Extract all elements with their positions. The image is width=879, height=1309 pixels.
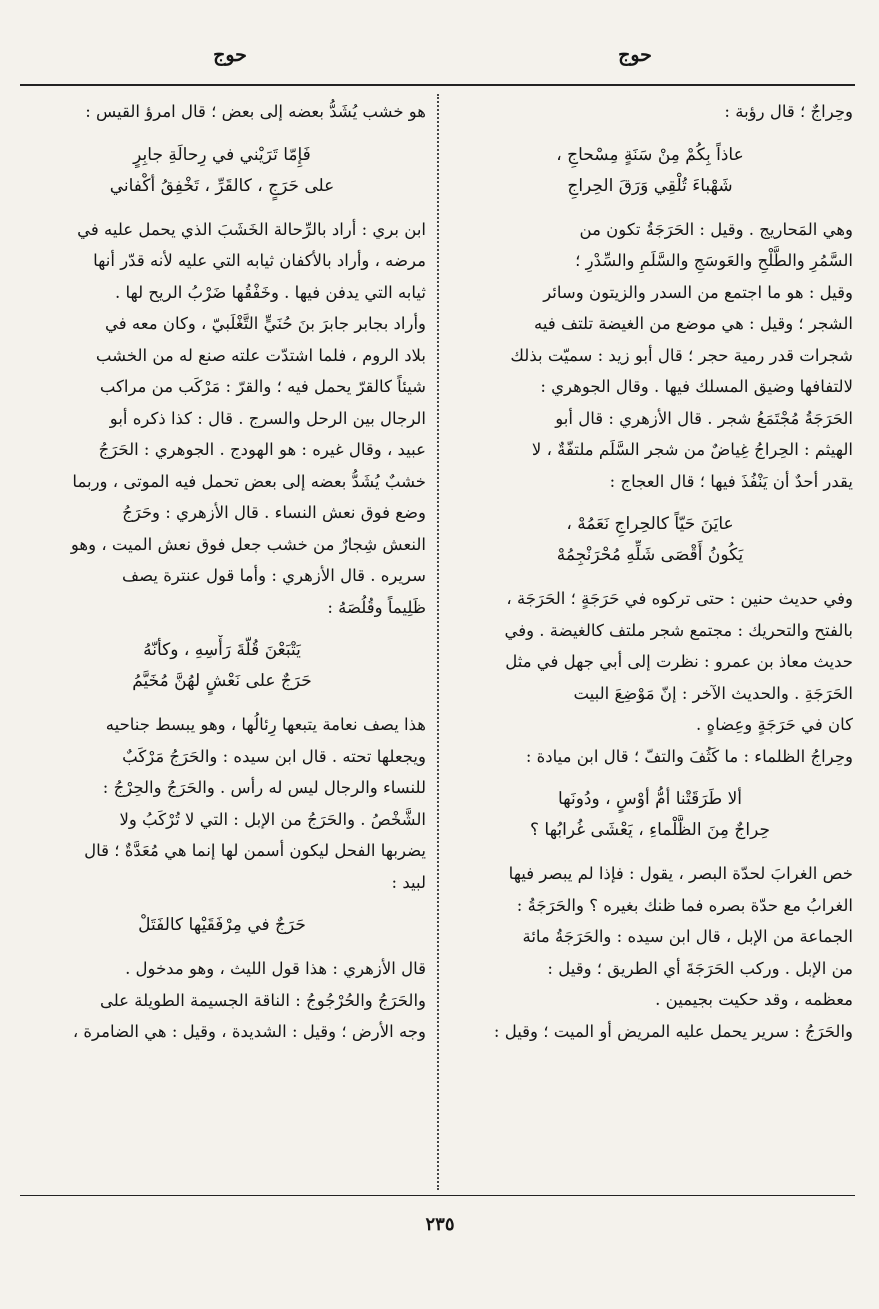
text-line: الحَرَجَةِ . والحديث الآخر : إنّ مَوْضِعَ البيت — [573, 683, 853, 703]
verse-line: يَكُونُ أَقْصَى شَلِّهِ مُحْرَنْجِمُهْ — [556, 545, 744, 565]
headword-left: حوج — [213, 44, 247, 66]
spacer — [18, 941, 426, 953]
text-line: ظَلِيماً وقُلُصَهُ : — [327, 597, 426, 617]
page-number: ٢٣٥ — [425, 1214, 455, 1235]
text-line: وهي المَحاريج . وقيل : الحَرَجَةُ تكون من — [579, 219, 853, 239]
verse-line: عاذاً بِكُمْ مِنْ سَنَةٍ مِسْحاجِ ، — [556, 144, 744, 165]
text-line: وحِراجٌ ؛ قال رؤبة : — [724, 102, 853, 121]
text-line: مرضه ، وأراد بالأكفان ثيابه التي عليه لأنه قدّر أنها — [93, 251, 426, 270]
text-line: الحَرَجَةُ مُجْتَمَعُ شجر . قال الأزهري : قال أبو — [555, 408, 853, 428]
column-divider — [437, 94, 439, 1190]
header-rule — [20, 84, 855, 86]
spacer — [447, 846, 853, 858]
right-column — [447, 96, 853, 1191]
spacer — [447, 571, 853, 583]
verse-line: فَإِمّا تَرَيْني في رِحالَةِ جابِرٍ — [133, 144, 311, 165]
text-line: وحِراجُ الظلماء : ما كَثُفَ والتفّ ؛ قال ابن ميادة : — [525, 746, 853, 766]
text-line: الشَّخْصُ . والحَرَجُ من الإبل : التي لا تُرْكَبُ ولا — [119, 809, 426, 829]
text-line: الرجال بين الرحل والسرج . قال : كذا ذكره أبو — [109, 408, 426, 428]
text-line: حديث معاذ بن عمرو : نظرت إلى أبي جهل في مثل — [505, 652, 853, 671]
spacer — [18, 898, 426, 910]
verse-line: حَرَجٌ في مِرْفَقَيْها كالفَتَلْ — [138, 915, 306, 935]
spacer — [447, 202, 853, 214]
text-line: وضع فوق نعش النساء . قال الأزهري : وحَرَجُ — [122, 503, 426, 522]
verse-line: عايَنَ حَيّاً كالحِراجِ نَعَمُهْ ، — [566, 514, 734, 534]
text-line: من الإبل . وركب الحَرَجَةَ أي الطريق ؛ وقيل : — [547, 958, 853, 978]
text-line: وفي حديث حنين : حتى تركوه في حَرَجَةٍ ؛ الحَرَجَة ، — [506, 589, 853, 608]
text-line: الغرابُ مع حدّة بصره فما ظنك بغيره ؟ والحَرَجَةُ : — [516, 895, 853, 915]
text-line: ثيابه التي يدفن فيها . وخَفْقُها ضَرْبُ الريح لها . — [114, 282, 426, 302]
text-line: الجماعة من الإبل ، قال ابن سيده : والحَرَجَةُ مائة — [522, 927, 853, 946]
verse-line: ألا طَرَقَتْنا أمُّ أوْسٍ ، ودُونَها — [557, 789, 743, 809]
text-line: للنساء والرجال ليس له رأس . والحَرَجُ والحِرْجُ : — [102, 778, 426, 797]
text-line: يقدر أحدٌ أن يَنْفُذَ فيها ؛ قال العجاج : — [609, 471, 853, 491]
text-line: لبيد : — [391, 872, 426, 892]
spacer — [447, 497, 853, 509]
spacer — [18, 623, 426, 635]
spacer — [18, 202, 426, 214]
text-line: لالتفافها وضيق المسلك فيها . وقال الجوهري : — [540, 377, 853, 396]
text-line: ابن بري : أراد بالرِّحالة الخَشَبَ الذي يحمل عليه في — [77, 219, 426, 239]
footer-rule — [20, 1195, 855, 1196]
headword-right: حوج — [618, 44, 652, 66]
spacer — [18, 128, 426, 140]
text-line: الشجر ؛ وقيل : هي موضع من الغيضة تلتف فيه — [534, 314, 853, 333]
spacer — [18, 697, 426, 709]
text-line: ويجعلها تحته . قال ابن سيده : والحَرَجُ مَرْكَبٌ — [122, 746, 426, 766]
text-line: والحَرَجُ والحُرْجُوجُ : الناقة الجسيمة الطويلة على — [99, 990, 426, 1010]
verse-line: حِراجٌ مِنَ الظَّلْماءِ ، يَعْشَى غُرابُها ؟ — [529, 820, 771, 840]
spacer — [447, 772, 853, 784]
text-line: شيئاً كالقرّ يحمل فيه ؛ والقرّ : مَرْكَب من مراكب — [99, 377, 426, 396]
text-line: وأراد بجابر جابرَ بنَ حُنَيٍّ التَّغْلَبيّ ، وكان معه في — [105, 314, 426, 333]
text-line: قال الأزهري : هذا قول الليث ، وهو مدخول . — [125, 959, 426, 978]
verse-line: يَتْبَعْنَ قُلّةَ رَأْسِهِ ، وكأنّهُ — [143, 640, 301, 660]
verse-line: حَرَجٌ على نَعْشٍ لهُنَّ مُخَيَّمُ — [132, 671, 312, 691]
text-line: الهيثم : الحِراجُ غِياضٌ من شجر السَّلَم ملتفّةٌ ، لا — [531, 440, 853, 459]
text-line: وقيل : هو ما اجتمع من السدر والزيتون وسائر — [543, 282, 853, 302]
text-line: معظمه ، وقد حكيت بجيمين . — [655, 990, 853, 1009]
text-line: هذا يصف نعامة يتبعها رِئالُها ، وهو يبسط جناحيه — [105, 715, 426, 734]
left-column — [18, 96, 426, 1191]
text-line: سريره . قال الأزهري : وأما قول عنترة يصف — [122, 566, 426, 585]
text-line: وجه الأرض ؛ وقيل : الشديدة ، وقيل : هي الضامرة ، — [72, 1022, 426, 1041]
verse-line: شَهْباءَ تُلْقِي وَرَقَ الحِراجِ — [567, 175, 733, 196]
text-line: النعش شِجارٌ من خشب جعل فوق نعش الميت ، وهو — [70, 534, 426, 554]
text-line: عبيد ، وقال غيره : هو الهودج . الجوهري : الحَرَجُ — [98, 440, 426, 459]
text-line: شجرات قدر رمية حجر ؛ قال أبو زيد : سميّت بذلك — [510, 345, 853, 365]
text-line: يضربها الفحل ليكون أسمن لها إنما هي مُعَدَّةٌ ؛ قال — [84, 841, 426, 860]
verse-line: على حَرَجٍ ، كالقَرِّ ، تَخْفِقُ أكْفاني — [109, 175, 335, 196]
text-line: بلاد الروم ، فلما اشتدّت علته صنع له من الخشب — [95, 345, 426, 365]
text-line: خص الغرابَ لحدّة البصر ، يقول : فإذا لم يبصر فيها — [508, 864, 853, 883]
spacer — [447, 128, 853, 140]
text-line: بالفتح والتحريك : مجتمع شجر ملتف كالغيضة . وفي — [504, 620, 853, 640]
text-line: هو خشب يُشَدُّ بعضه إلى بعض ؛ قال امرؤ القيس : — [85, 102, 426, 121]
text-line: والحَرَجُ : سرير يحمل عليه المريض أو الميت ؛ وقيل : — [493, 1021, 853, 1041]
text-line: خشبٌ يُشَدُّ بعضه إلى بعض تحمل فيه الموتى ، وربما — [72, 471, 426, 491]
text-line: كان في حَرَجَةٍ وعِضاهٍ . — [695, 715, 853, 734]
text-line: السَّمُرِ والطَّلْحِ والعَوسَجِ والسَّلَمِ والسِّدْرِ ؛ — [575, 251, 853, 270]
